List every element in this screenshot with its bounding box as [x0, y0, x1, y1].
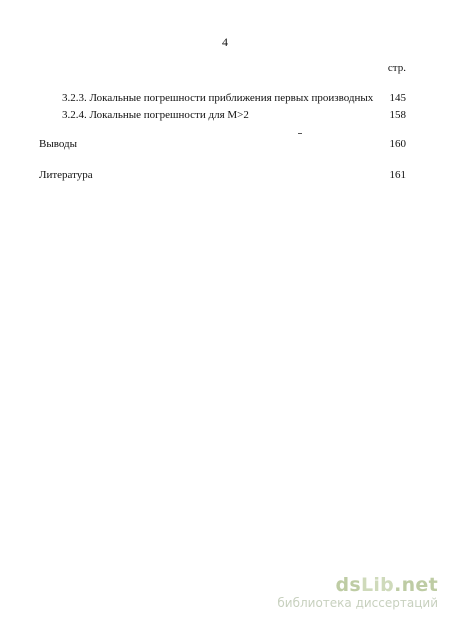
toc-entry-title: 3.2.3. Локальные погрешности приближения первых производных [62, 92, 374, 104]
pages-column-header: стр. [387, 62, 406, 74]
toc-entry-page: 158 [389, 109, 406, 121]
logo-part-lib: Lib [360, 574, 395, 596]
scan-artifact [298, 133, 302, 134]
page-number: 4 [222, 35, 228, 49]
toc-entry-page: 161 [389, 169, 406, 181]
logo-part-net: .net [394, 574, 438, 596]
toc-entry [0, 91, 450, 105]
toc-entry-page: 145 [389, 92, 406, 104]
logo-part-ds: ds [335, 574, 361, 596]
toc-entry [0, 108, 450, 122]
toc-entry [0, 137, 450, 151]
watermark [277, 575, 438, 611]
watermark-logo [277, 575, 438, 595]
toc-entry-title: Выводы [39, 138, 78, 150]
watermark-subtitle: библиотека диссертаций [277, 596, 438, 610]
toc-entry-title: Литература [39, 169, 93, 181]
toc-entry [0, 168, 450, 182]
toc-entry-title: 3.2.4. Локальные погрешности для M>2 [62, 109, 249, 121]
toc-entry-page: 160 [389, 138, 406, 150]
